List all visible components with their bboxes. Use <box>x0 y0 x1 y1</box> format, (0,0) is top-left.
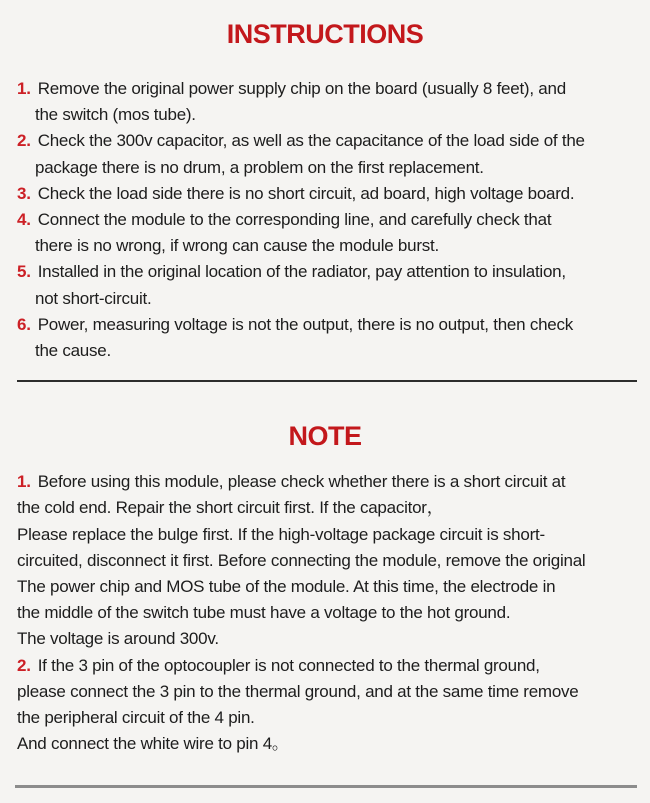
item-number: 4. <box>17 210 31 230</box>
instruction-item-3 <box>17 181 642 207</box>
item-number: 5. <box>17 262 31 282</box>
note-item-1 <box>17 469 642 652</box>
item-text-line: package there is no drum, a problem on the first replacement. <box>35 157 484 177</box>
item-text-line: Please replace the bulge first. If the high-voltage package circuit is short- <box>17 524 545 544</box>
item-text-line: Connect the module to the corresponding line, and carefully check that <box>37 210 552 230</box>
bottom-divider <box>15 785 637 788</box>
item-number: 3. <box>17 183 31 203</box>
note-title: NOTE <box>288 421 362 452</box>
instruction-item-1 <box>17 76 642 128</box>
item-number: 1. <box>17 79 31 98</box>
section-divider <box>17 380 637 382</box>
instruction-item-2 <box>17 128 642 180</box>
item-number: 6. <box>17 314 31 334</box>
instructions-list <box>17 76 642 364</box>
item-text-line: the cold end. Repair the short circuit first. If the capacitor， <box>17 498 444 518</box>
instruction-item-5 <box>17 259 642 311</box>
item-text-line: please connect the 3 pin to the thermal ground, and at the same time remove <box>17 681 579 701</box>
note-item-2 <box>17 653 642 758</box>
item-text-line: the middle of the switch tube must have a voltage to the hot ground. <box>17 603 511 623</box>
instruction-item-6 <box>17 312 642 364</box>
item-text-line: there is no wrong, if wrong can cause the module burst. <box>35 236 439 256</box>
item-text-line: Before using this module, please check whether there is a short circuit at <box>37 472 566 492</box>
item-text-line: Check the load side there is no short circuit, ad board, high voltage board. <box>37 183 575 203</box>
item-text-line: The voltage is around 300v. <box>17 629 219 649</box>
item-number: 2. <box>17 131 31 151</box>
item-text-line: If the 3 pin of the optocoupler is not connected to the thermal ground, <box>37 655 540 675</box>
item-text-line: the peripheral circuit of the 4 pin. <box>17 708 255 728</box>
item-text-line: Power, measuring voltage is not the output, there is no output, then check <box>37 314 573 334</box>
item-text-line: the cause. <box>35 341 111 361</box>
item-text-line: the switch (mos tube). <box>35 105 196 125</box>
item-text-line: And connect the white wire to pin 4。 <box>17 734 289 754</box>
instruction-item-4 <box>17 207 642 259</box>
item-text-line: Installed in the original location of the radiator, pay attention to insulation, <box>37 262 566 282</box>
item-text-line: not short-circuit. <box>35 288 152 308</box>
note-list <box>17 469 642 757</box>
item-text-line: Check the 300v capacitor, as well as the capacitance of the load side of the <box>37 131 585 151</box>
item-text-line: Remove the original power supply chip on the board (usually 8 feet), and <box>37 79 566 98</box>
item-number: 2. <box>17 655 31 675</box>
instructions-title: INSTRUCTIONS <box>226 19 424 49</box>
item-text-line: circuited, disconnect it first. Before connecting the module, remove the original <box>17 550 586 570</box>
item-number: 1. <box>17 472 31 492</box>
item-text-line: The power chip and MOS tube of the module. At this time, the electrode in <box>17 577 556 597</box>
